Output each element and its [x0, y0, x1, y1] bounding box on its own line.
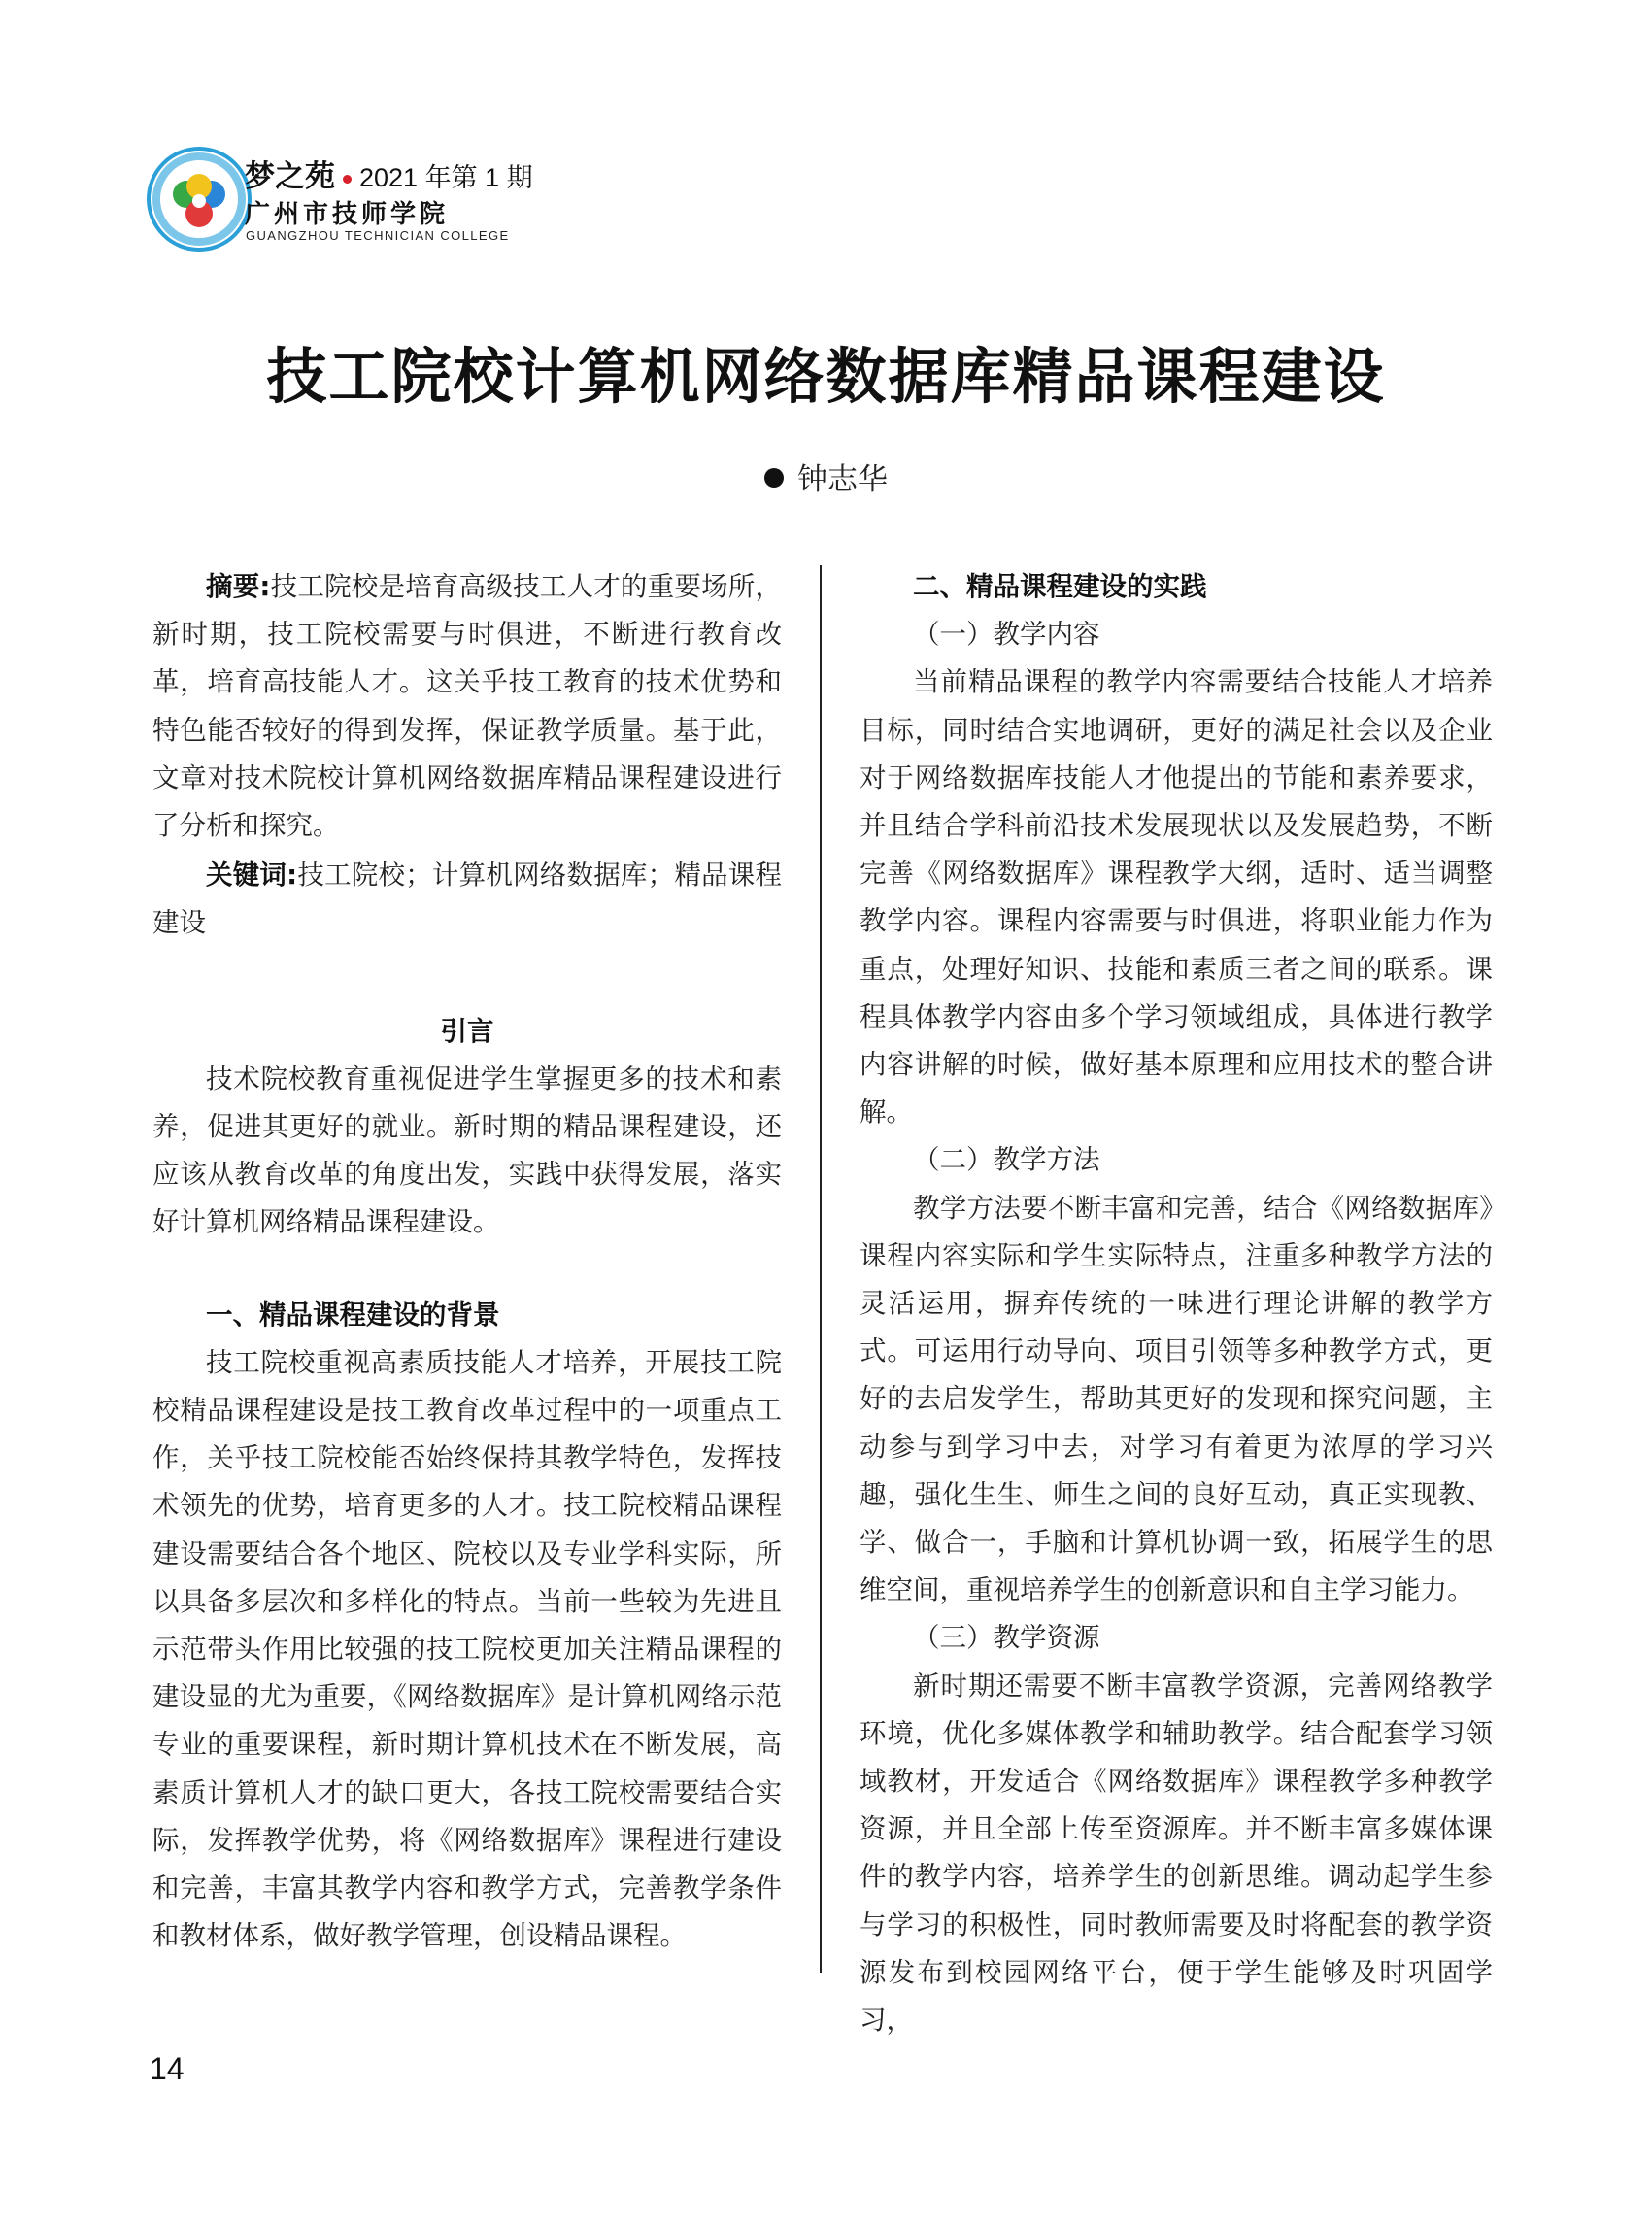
column-divider — [820, 565, 822, 1973]
subsection3-heading: （三）教学资源 — [913, 1622, 1100, 1654]
subsection2-paragraph: 教学方法要不断丰富和完善，结合《网络数据库》课程内容实际和学生实际特点，注重多种教学方法的灵活运用，摒弃传统的一味进行理论讲解的教学方式。可运用行动导向、项目引领等多种教学方式，更好的去启发学生，帮助其更好的发现和探究问题，主动参与到学习中去，对学习有着更为浓厚的学习兴趣，强化生生、师生之间的良好互动，真正实现教、学、做合一，手脑和计算机协调一致，拓展学生的思维空间，重视培养学生的创新意识和自主学习能力。 — [860, 1192, 1493, 1606]
abstract-label: 摘要: — [206, 571, 271, 602]
intro-heading: 引言 — [440, 1015, 494, 1047]
keywords-text: 技工院校；计算机网络数据库；精品课程建设 — [152, 860, 782, 939]
subsection1-heading: （一）教学内容 — [913, 619, 1100, 651]
author-bullet-icon — [764, 468, 784, 488]
article-title: 技工院校计算机网络数据库精品课程建设 — [266, 341, 1386, 412]
section2-heading: 二、精品课程建设的实践 — [913, 571, 1207, 602]
magazine-name: 梦之苑 — [245, 159, 335, 194]
college-name-en: GUANGZHOU TECHNICIAN COLLEGE — [246, 228, 510, 243]
keywords — [152, 852, 782, 947]
masthead — [245, 152, 533, 195]
abstract — [152, 563, 782, 850]
college-name-cn: 广州市技师学院 — [245, 200, 450, 229]
page-number: 14 — [150, 2051, 185, 2086]
left-column — [152, 563, 782, 1960]
separator-dot — [343, 175, 352, 184]
intro-paragraph: 技术院校教育重视促进学生掌握更多的技术和素养，促进其更好的就业。新时期的精品课程建设，还应该从教育改革的角度出发，实践中获得发展，落实好计算机网络精品课程建设。 — [152, 1062, 782, 1238]
subsection1-paragraph: 当前精品课程的教学内容需要结合技能人才培养目标，同时结合实地调研，更好的满足社会以及企业对于网络数据库技能人才他提出的节能和素养要求，并且结合学科前沿技术发展现状以及发展趋势，不断完善《网络数据库》课程教学大纲，适时、适当调整教学内容。课程内容需要与时俱进，将职业能力作为重点，处理好知识、技能和素质三者之间的联系。课程具体教学内容由多个学习领域组成，具体进行教学内容讲解的时候，做好基本原理和应用技术的整合讲解。 — [860, 666, 1493, 1129]
right-column — [860, 563, 1493, 2044]
issue-label: 2021 年第 1 期 — [359, 163, 533, 192]
author-name: 钟志华 — [797, 462, 888, 497]
college-logo — [146, 146, 253, 253]
subsection3-paragraph: 新时期还需要不断丰富教学资源，完善网络教学环境，优化多媒体教学和辅助教学。结合配套学习领域教材，开发适合《网络数据库》课程教学多种教学资源，并且全部上传至资源库。并不断丰富多媒体课件的教学内容，培养学生的创新思维。调动起学生参与学习的积极性，同时教师需要及时将配套的教学资源发布到校园网络平台，便于学生能够及时巩固学习， — [860, 1670, 1493, 2037]
abstract-text: 技工院校是培育高级技工人才的重要场所，新时期，技工院校需要与时俱进，不断进行教育改革，培育高技能人才。这关乎技工教育的技术优势和特色能否较好的得到发挥，保证教学质量。基于此，文章对技术院校计算机网络数据库精品课程建设进行了分析和探究。 — [152, 571, 783, 842]
section1-paragraph: 技工院校重视高素质技能人才培养，开展技工院校精品课程建设是技工教育改革过程中的一项重点工作，关乎技工院校能否始终保持其教学特色，发挥技术领先的优势，培育更多的人才。技工院校精品课程建设需要结合各个地区、院校以及专业学科实际，所以具备多层次和多样化的特点。当前一些较为先进且示范带头作用比较强的技工院校更加关注精品课程的建设显的尤为重要，《网络数据库》是计算机网络示范专业的重要课程，新时期计算机技术在不断发展，高素质计算机人才的缺口更大，各技工院校需要结合实际，发挥教学优势，将《网络数据库》课程进行建设和完善，丰富其教学内容和教学方式，完善教学条件和教材体系，做好教学管理，创设精品课程。 — [152, 1346, 782, 1952]
article-author — [0, 455, 1652, 498]
journal-header — [146, 146, 592, 253]
subsection2-heading: （二）教学方法 — [913, 1144, 1100, 1176]
section1-heading: 一、精品课程建设的背景 — [206, 1298, 500, 1331]
keywords-label: 关键词: — [206, 860, 298, 892]
